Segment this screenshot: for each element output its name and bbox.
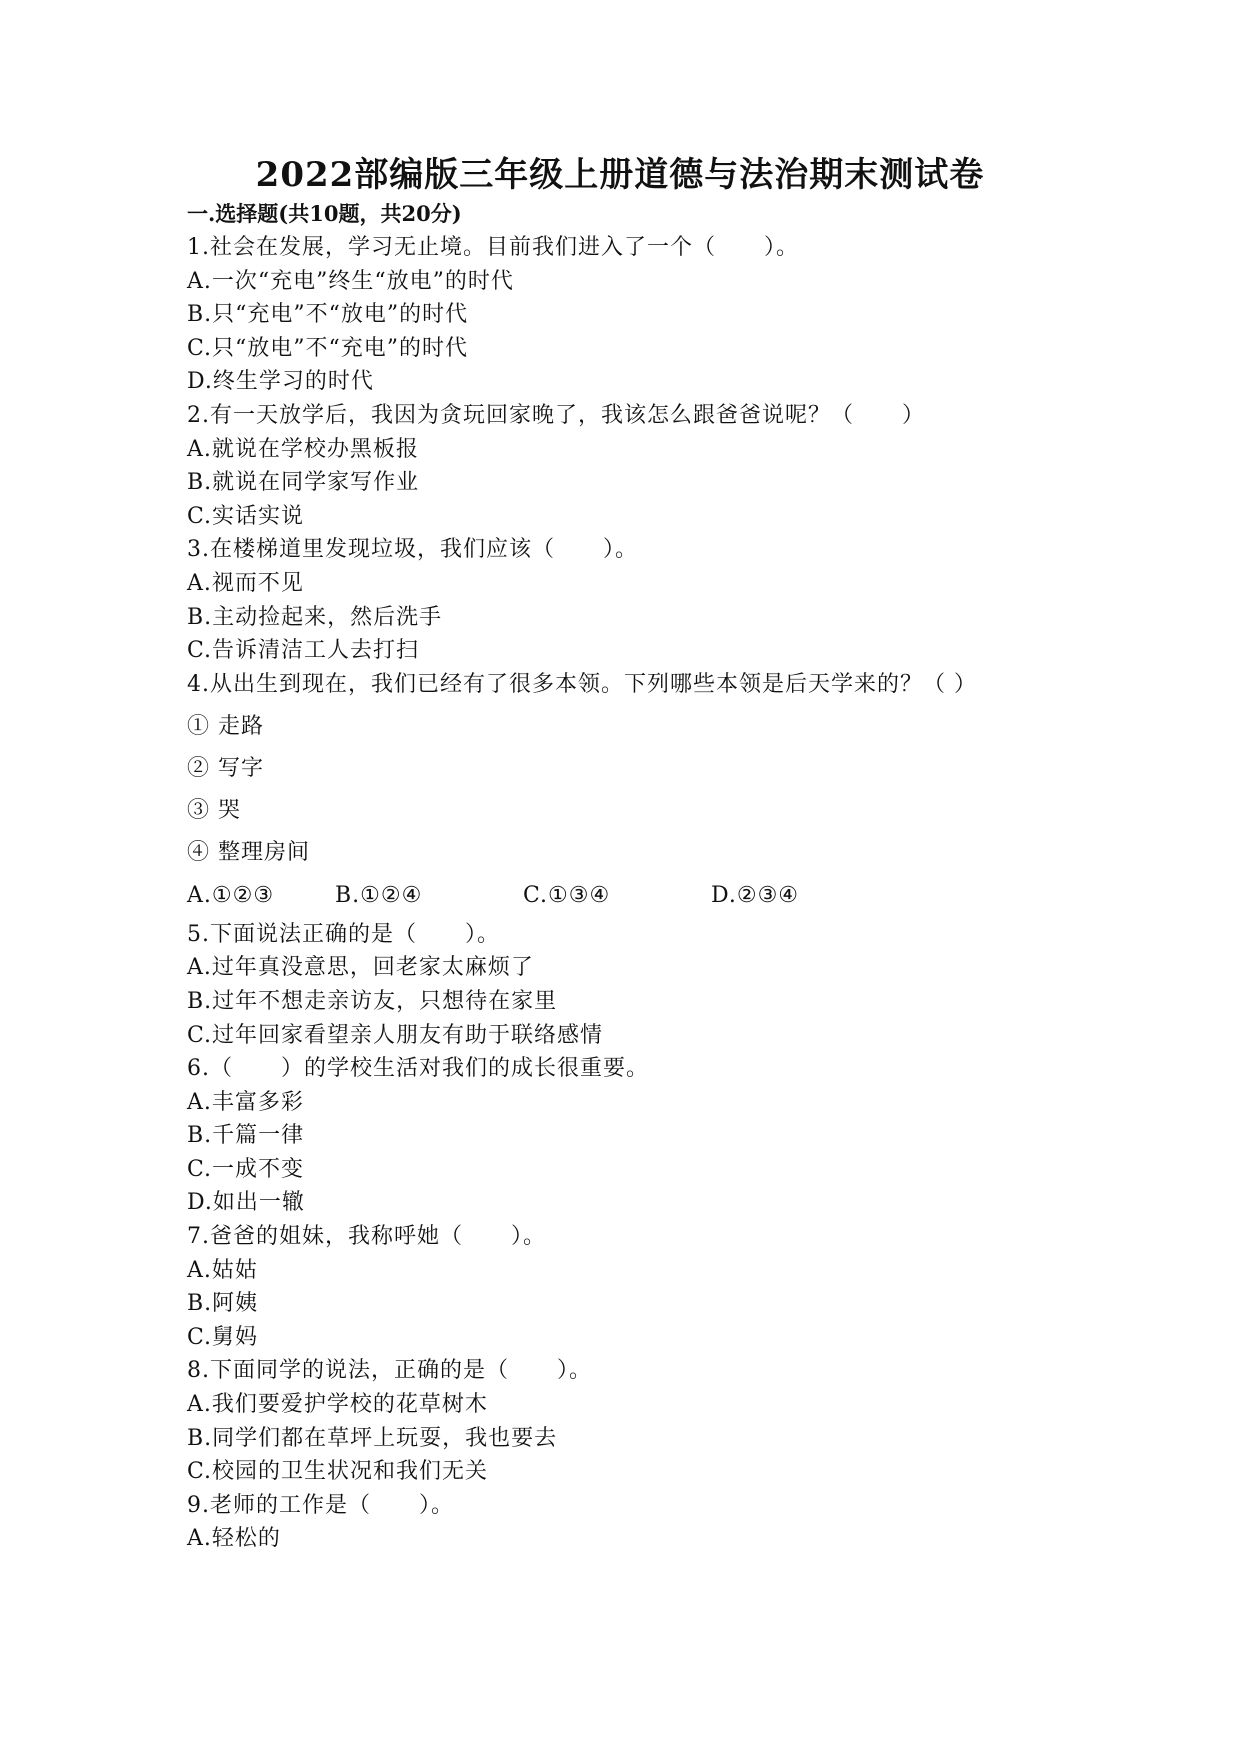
question-list: [187, 231, 1047, 1556]
option-c: C.①③④: [523, 882, 611, 908]
option-c: C.过年回家看望亲人朋友有助于联络感情: [187, 1022, 604, 1048]
option-a: A.视而不见: [187, 570, 304, 596]
option-b: B.①②④: [335, 882, 423, 908]
option-c: C.舅妈: [187, 1324, 259, 1350]
option-a: A.姑姑: [187, 1257, 258, 1283]
question-stem: 3.在楼梯道里发现垃圾，我们应该（ ）。: [187, 537, 638, 563]
option-d: D.如出一辙: [187, 1190, 305, 1216]
list-item: ① 走路: [187, 713, 264, 739]
option-a: A.过年真没意思，回老家太麻烦了: [187, 955, 534, 981]
option-a: A.一次“充电”终生“放电”的时代: [187, 268, 514, 294]
question-stem: 6.（ ）的学校生活对我们的成长很重要。: [187, 1056, 649, 1082]
option-d: D.②③④: [711, 882, 800, 908]
option-c: C.告诉清洁工人去打扫: [187, 638, 420, 664]
option-b: B.阿姨: [187, 1291, 259, 1317]
option-c: C.实话实说: [187, 503, 305, 529]
question-stem: 7.爸爸的姐妹，我称呼她（ ）。: [187, 1224, 546, 1250]
question-stem: 9.老师的工作是（ ）。: [187, 1492, 454, 1518]
option-b: B.就说在同学家写作业: [187, 470, 420, 496]
page-title: 2022部编版三年级上册道德与法治期末测试卷: [255, 155, 985, 195]
question-stem: 8.下面同学的说法，正确的是（ ）。: [187, 1358, 592, 1384]
option-a: A.轻松的: [187, 1526, 281, 1552]
option-b: B.只“充电”不“放电”的时代: [187, 302, 469, 328]
list-item: ④ 整理房间: [187, 839, 310, 865]
options-row: [187, 874, 1047, 918]
option-b: B.过年不想走亲访友，只想待在家里: [187, 988, 558, 1014]
option-c: C.只“放电”不“充电”的时代: [187, 335, 469, 361]
question-stem: 2.有一天放学后，我因为贪玩回家晚了，我该怎么跟爸爸说呢？（ ）: [187, 402, 925, 428]
option-b: B.主动捡起来，然后洗手: [187, 604, 443, 630]
section-heading: 一.选择题(共10题，共20分): [187, 201, 462, 226]
option-a: A.丰富多彩: [187, 1089, 304, 1115]
option-a: A.我们要爱护学校的花草树木: [187, 1392, 488, 1418]
question-stem: 4.从出生到现在，我们已经有了很多本领。下列哪些本领是后天学来的？（ ）: [187, 671, 977, 697]
option-c: C.一成不变: [187, 1156, 305, 1182]
option-c: C.校园的卫生状况和我们无关: [187, 1459, 489, 1485]
option-d: D.终生学习的时代: [187, 369, 374, 395]
question-stem: 1.社会在发展，学习无止境。目前我们进入了一个（ ）。: [187, 235, 799, 260]
option-b: B.同学们都在草坪上玩耍，我也要去: [187, 1425, 558, 1451]
list-item: ③ 哭: [187, 797, 241, 823]
option-a: A.就说在学校办黑板报: [187, 436, 419, 462]
question-stem: 5.下面说法正确的是（ ）。: [187, 921, 500, 947]
list-item: ② 写字: [187, 755, 264, 781]
option-a: A.①②③: [187, 882, 275, 908]
option-b: B.千篇一律: [187, 1123, 305, 1149]
